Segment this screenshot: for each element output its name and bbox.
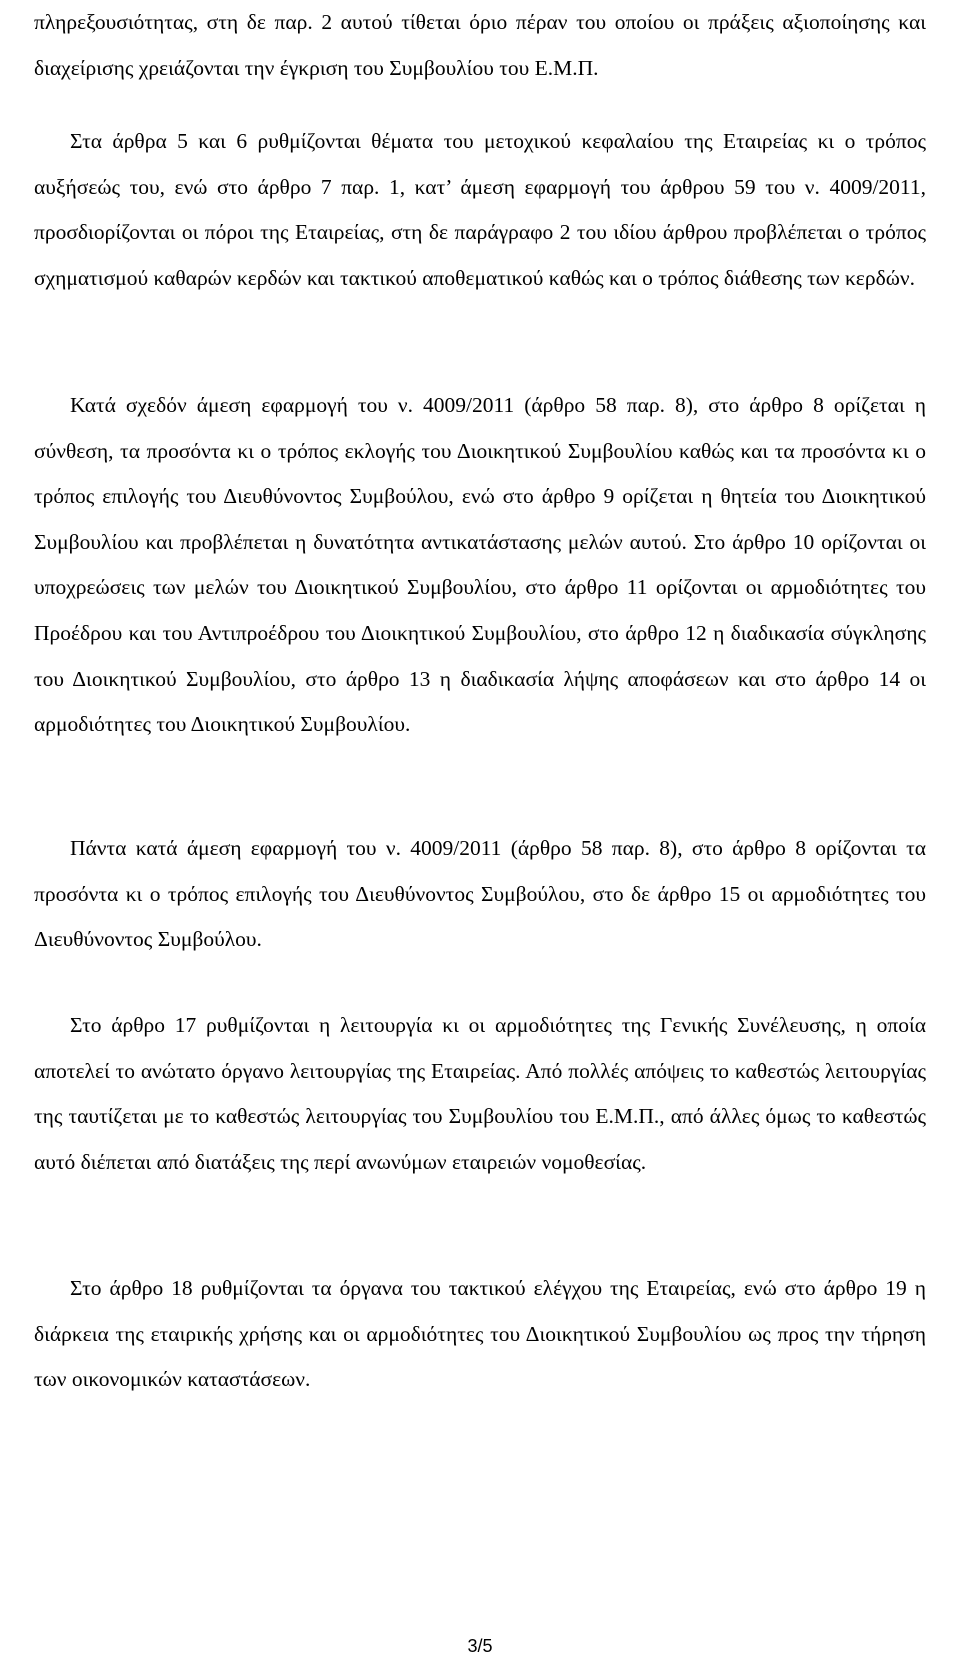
paragraph-block-5	[34, 1003, 926, 1185]
paragraph-block-6	[34, 1266, 926, 1403]
paragraph-4: Πάντα κατά άμεση εφαρμογή του ν. 4009/2011 (άρθρο 58 παρ. 8), στο άρθρο 8 ορίζονται τα προσόντα κι ο τρόπος επιλογής του Διευθύνοντος Συμβούλου, στο δε άρθρο 15 οι αρμοδιότητες του Διευθύνοντος Συμβούλου.	[34, 836, 926, 952]
page-number: 3/5	[467, 1636, 493, 1656]
paragraph-5: Στο άρθρο 17 ρυθμίζονται η λειτουργία κι οι αρμοδιότητες της Γενικής Συνέλευσης, η οποία αποτελεί το ανώτατο όργανο λειτουργίας της Εταιρείας. Από πολλές απόψεις το καθεστώς λειτουργίας της ταυτίζεται με το καθεστώς λειτουργίας του Συμβουλίου του Ε.Μ.Π., από άλλες όμως το καθεστώς αυτό διέπεται από διατάξεις της περί ανωνύμων εταιρειών νομοθεσίας.	[34, 1013, 926, 1174]
paragraph-block-2	[34, 119, 926, 301]
paragraph-2: Στα άρθρα 5 και 6 ρυθμίζονται θέματα του μετοχικού κεφαλαίου της Εταιρείας κι ο τρόπος αυξήσεώς του, ενώ στο άρθρο 7 παρ. 1, κατ’ άμεση εφαρμογή του άρθρου 59 του ν. 4009/2011, προσδιορίζονται οι πόροι της Εταιρείας, στη δε παράγραφο 2 του ιδίου άρθρου προβλέπεται ο τρόπος σχηματισμού καθαρών κερδών και τακτικού αποθεματικού καθώς και ο τρόπος διάθεσης των κερδών.	[34, 129, 926, 290]
paragraph-6: Στο άρθρο 18 ρυθμίζονται τα όργανα του τακτικού ελέγχου της Εταιρείας, ενώ στο άρθρο 19 η διάρκεια της εταιρικής χρήσης και οι αρμοδιότητες του Διοικητικού Συμβουλίου ως προς την τήρηση των οικονομικών καταστάσεων.	[34, 1276, 926, 1392]
paragraph-3: Κατά σχεδόν άμεση εφαρμογή του ν. 4009/2011 (άρθρο 58 παρ. 8), στο άρθρο 8 ορίζεται η σύνθεση, τα προσόντα κι ο τρόπος εκλογής του Διοικητικού Συμβουλίου καθώς και τα προσόντα κι ο τρόπος επιλογής του Διευθύνοντος Συμβούλου, ενώ στο άρθρο 9 ορίζεται η θητεία του Διοικητικού Συμβουλίου και προβλέπεται η δυνατότητα αντικατάστασης μελών αυτού. Στο άρθρο 10 ορίζονται οι υποχρεώσεις των μελών του Διοικητικού Συμβουλίου, στο άρθρο 11 ορίζονται οι αρμοδιότητες του Προέδρου και του Αντιπροέδρου του Διοικητικού Συμβουλίου, στο άρθρο 12 η διαδικασία σύγκλησης του Διοικητικού Συμβουλίου, στο άρθρο 13 η διαδικασία λήψης αποφάσεων και στο άρθρο 14 οι αρμοδιότητες του Διοικητικού Συμβουλίου.	[34, 393, 926, 737]
paragraph-1: πληρεξουσιότητας, στη δε παρ. 2 αυτού τίθεται όριο πέραν του οποίου οι πράξεις αξιοποίησης και διαχείρισης χρειάζονται την έγκριση του Συμβουλίου του Ε.Μ.Π.	[34, 10, 926, 80]
paragraph-block-3	[34, 383, 926, 748]
paragraph-continuation	[34, 0, 926, 91]
paragraph-block-4	[34, 826, 926, 963]
